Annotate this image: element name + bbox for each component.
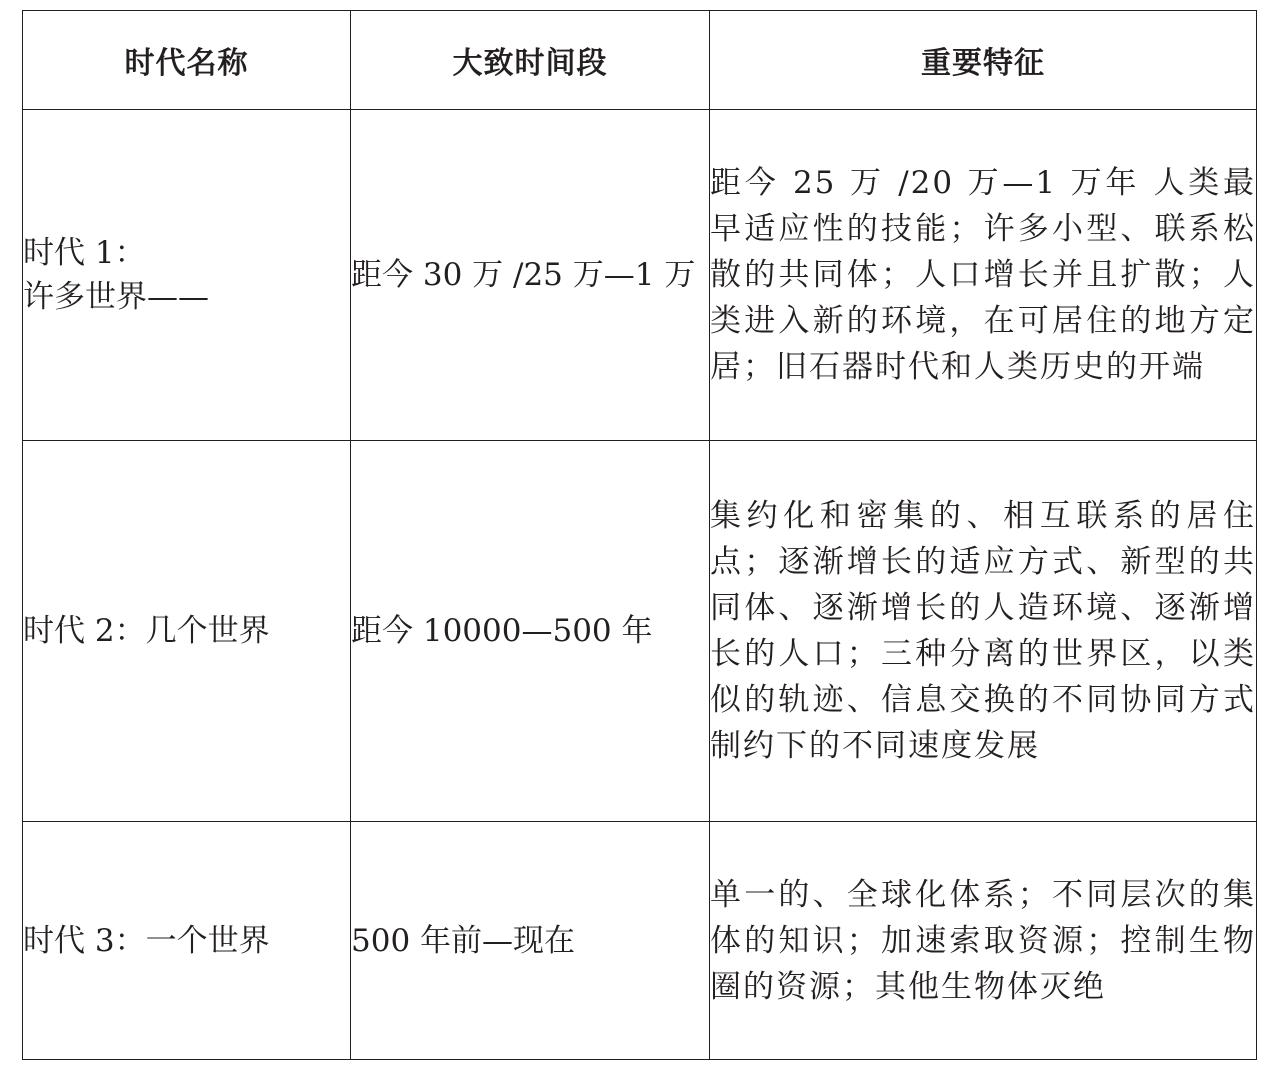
header-key-features: 重要特征 bbox=[710, 11, 1257, 110]
features-cell: 距今 25 万 /20 万—1 万年 人类最早适应性的技能；许多小型、联系松散的共同体；人口增长并且扩散；人类进入新的环境，在可居住的地方定居；旧石器时代和人类历史的开端 bbox=[710, 110, 1257, 441]
era-name-cell bbox=[23, 441, 351, 822]
era-table bbox=[22, 10, 1257, 1060]
features-cell: 单一的、全球化体系；不同层次的集体的知识；加速索取资源；控制生物圈的资源；其他生物体灭绝 bbox=[710, 822, 1257, 1060]
table-row bbox=[23, 441, 1257, 822]
time-period-cell: 500 年前—现在 bbox=[351, 822, 710, 1060]
header-time-period: 大致时间段 bbox=[351, 11, 710, 110]
era-name-line: 许多世界—— bbox=[23, 279, 209, 315]
header-era-name: 时代名称 bbox=[23, 11, 351, 110]
header-row bbox=[23, 11, 1257, 110]
table-row bbox=[23, 822, 1257, 1060]
time-period-cell: 距今 10000—500 年 bbox=[351, 441, 710, 822]
table-row bbox=[23, 110, 1257, 441]
era-name-line: 时代 1： bbox=[23, 235, 146, 271]
era-name-line: 时代 3：一个世界 bbox=[23, 922, 270, 959]
features-cell: 集约化和密集的、相互联系的居住点；逐渐增长的适应方式、新型的共同体、逐渐增长的人造环境、逐渐增长的人口；三种分离的世界区，以类似的轨迹、信息交换的不同协同方式制约下的不同速度发展 bbox=[710, 441, 1257, 822]
era-name-line: 时代 2：几个世界 bbox=[23, 613, 270, 649]
time-period-cell: 距今 30 万 /25 万—1 万 bbox=[351, 110, 710, 441]
era-name-cell bbox=[23, 110, 351, 441]
era-name-cell bbox=[23, 822, 351, 1060]
